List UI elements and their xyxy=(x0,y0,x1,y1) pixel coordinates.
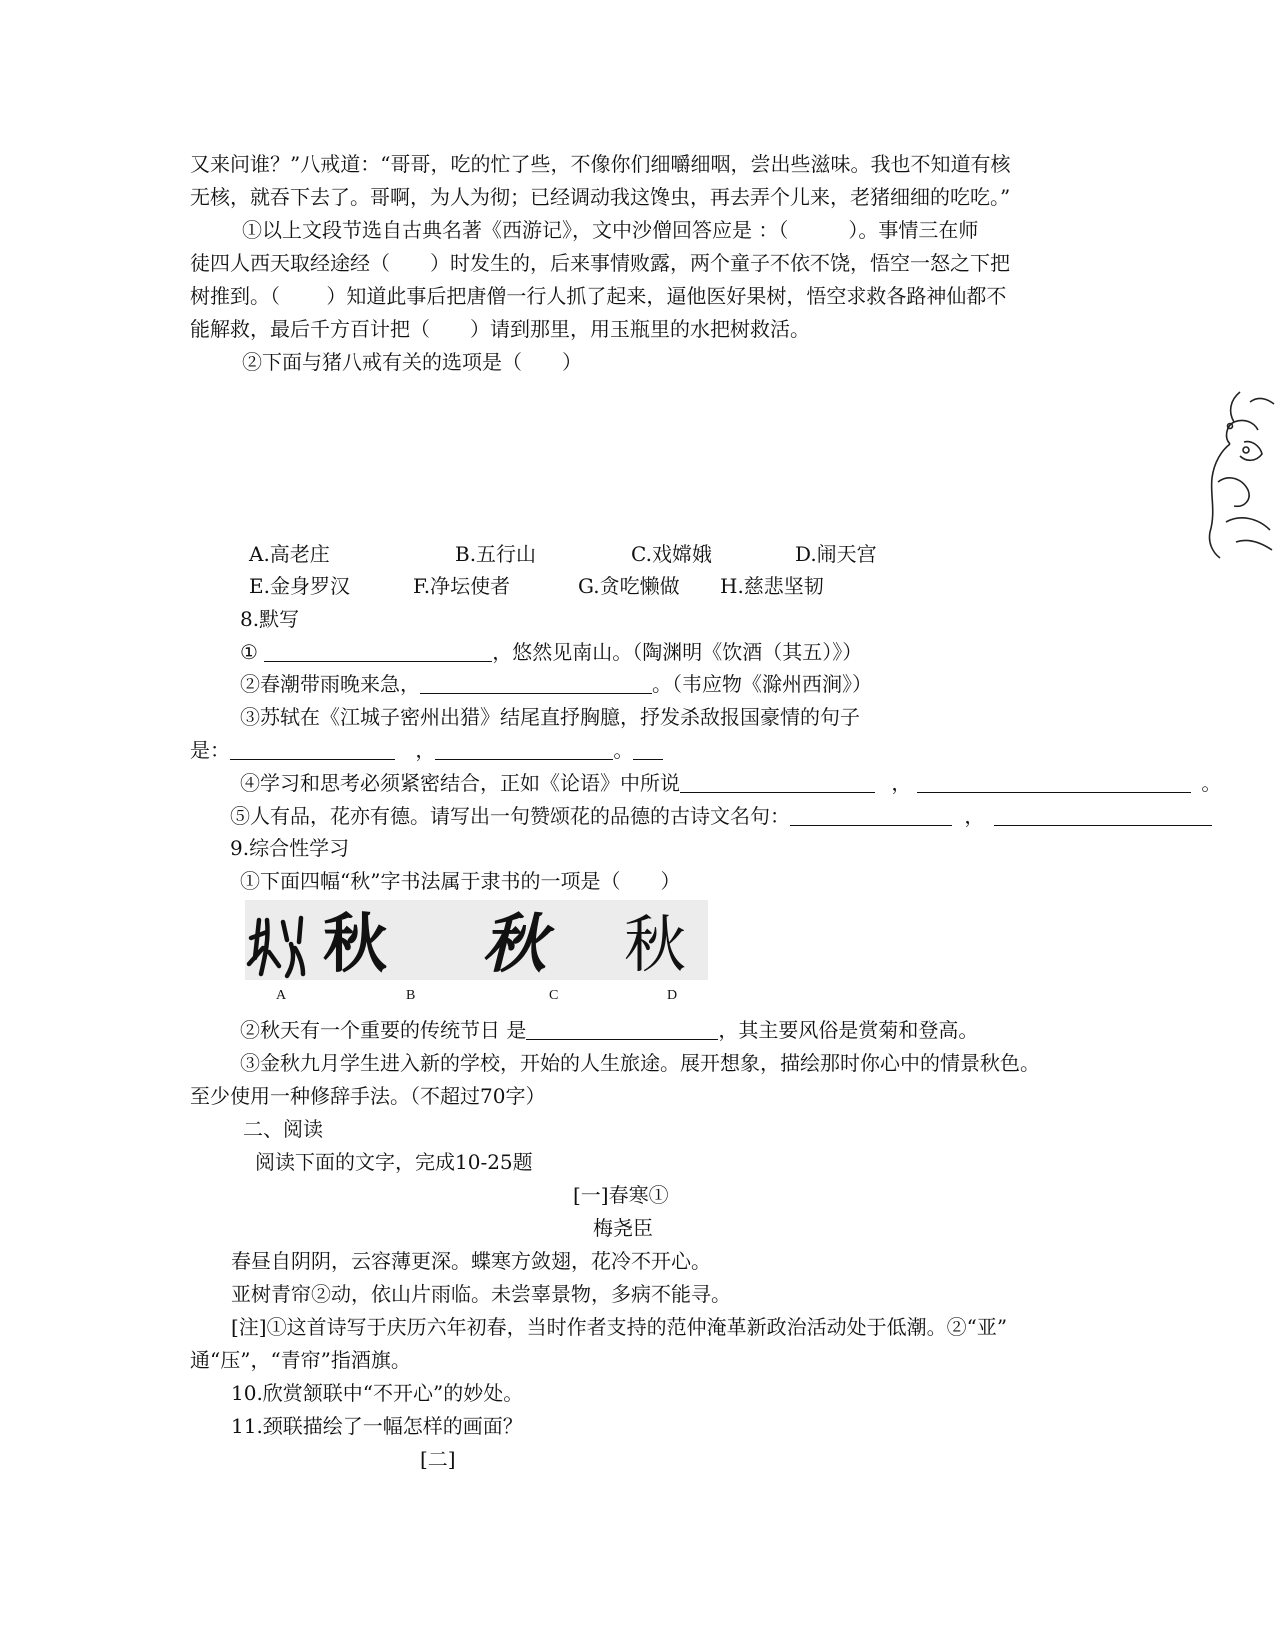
q9-item-3: ③金秋九月学生进入新的学校，开始的人生旅途。展开想象，描绘那时你心中的情景秋色。 xyxy=(240,1051,1040,1075)
q8-item-5-comma: ， xyxy=(964,804,985,828)
answer-blank[interactable] xyxy=(526,1021,718,1040)
poem-line: 亚树青帘②动，依山片雨临。未尝辜景物，多病不能寻。 xyxy=(231,1282,731,1306)
option-c: C.戏嫦娥 xyxy=(631,542,712,566)
option-g: G.贪吃懒做 xyxy=(578,574,680,598)
q8-item-2 xyxy=(240,672,872,696)
q9-item-2-text: ②秋天有一个重要的传统节日 是 xyxy=(240,1018,527,1042)
option-d: D.闹天宫 xyxy=(795,542,877,566)
q8-item-3: ③苏轼在《江城子密州出猎》结尾直抒胸臆，抒发杀敌报国豪情的句子 xyxy=(240,705,860,729)
passage-line: 又来问谁？”八戒道：“哥哥，吃的忙了些，不像你们细嚼细咽，尝出些滋味。我也不知道有核 xyxy=(190,152,1011,176)
poem-title: [一]春寒① xyxy=(573,1183,669,1207)
poem-line: 春昼自阴阴，云容薄更深。蝶寒方敛翅，花冷不开心。 xyxy=(231,1249,711,1273)
q7-paragraph-line: 徒四人西天取经途经（ ）时发生的，后来事情败露，两个童子不依不饶，悟空一怒之下把 xyxy=(190,251,1010,275)
answer-blank[interactable] xyxy=(420,675,652,694)
caption-b: B xyxy=(406,988,416,1003)
option-f: F.净坛使者 xyxy=(413,574,511,598)
q8-item-4 xyxy=(240,771,1221,795)
q7-subquestion: ②下面与猪八戒有关的选项是（ ） xyxy=(242,350,582,374)
poem-author: 梅尧臣 xyxy=(593,1216,653,1240)
answer-blank[interactable] xyxy=(633,741,663,760)
q9-item-2 xyxy=(240,1018,978,1042)
q7-paragraph-line: 能解救，最后千方百计把（ ）请到那里，用玉瓶里的水把树救活。 xyxy=(190,317,810,341)
q9-item-3-line: 至少使用一种修辞手法。（不超过70字） xyxy=(190,1084,546,1108)
calligraphy-glyph-d: 秋 xyxy=(623,908,687,980)
q7-paragraph-line: ①以上文段节选自古典名著《西游记》，文中沙僧回答应是 ：（ ）。事情三在师 xyxy=(242,218,979,242)
reading-intro: 阅读下面的文字，完成10-25题 xyxy=(255,1150,533,1174)
answer-blank[interactable] xyxy=(435,741,613,760)
q8-item-1-prefix: ① xyxy=(240,640,258,664)
question-10: 10.欣赏颔联中“不开心”的妙处。 xyxy=(231,1381,524,1405)
q8-item-3-prefix: 是： xyxy=(190,738,230,762)
q8-item-4-end: 。 xyxy=(1201,771,1222,795)
caption-c: C xyxy=(549,988,559,1003)
q8-item-5-text: ⑤人有品，花亦有德。请写出一句赞颂花的品德的古诗文名句： xyxy=(230,804,790,828)
calligraphy-glyph-c: 秋 xyxy=(482,907,546,980)
poem-note: [注]①这首诗写于庆历六年初春，当时作者支持的范仲淹革新政治活动处于低潮。②“亚” xyxy=(231,1315,1008,1339)
poem-note-line: 通“压”，“青帘”指酒旗。 xyxy=(190,1348,411,1372)
q8-item-3-answer xyxy=(190,738,663,762)
question-11: 11.颈联描绘了一幅怎样的画面？ xyxy=(231,1414,523,1438)
answer-blank[interactable] xyxy=(680,774,875,793)
seal-script-glyph xyxy=(245,900,708,980)
q8-item-3-comma: ， xyxy=(415,738,436,762)
q8-item-4-comma: ， xyxy=(891,771,912,795)
option-e: E.金身罗汉 xyxy=(249,574,350,598)
answer-blank[interactable] xyxy=(264,643,492,662)
q8-item-5 xyxy=(230,804,1212,828)
q8-title: 8.默写 xyxy=(240,607,300,631)
option-a: A.高老庄 xyxy=(249,542,330,566)
answer-blank[interactable] xyxy=(994,807,1212,826)
passage-line: 无核，就吞下去了。哥啊，为人为彻；已经调动我这馋虫，再去弄个儿来，老猪细细的吃吃。” xyxy=(190,185,1011,209)
section-marker: [二] xyxy=(420,1447,456,1471)
calligraphy-glyph-b: 秋 xyxy=(323,908,387,980)
q9-item-2-tail: ，其主要风俗是赏菊和登高。 xyxy=(718,1018,979,1042)
option-b: B.五行山 xyxy=(455,542,537,566)
monk-illustration xyxy=(1200,382,1275,562)
calligraphy-image xyxy=(245,900,708,980)
answer-blank[interactable] xyxy=(230,741,395,760)
q8-item-1 xyxy=(240,640,862,664)
q9-title: 9.综合性学习 xyxy=(230,836,350,860)
q8-item-1-text: ，悠然见南山。（陶渊明《饮酒（其五）》） xyxy=(492,640,863,664)
q9-item-1: ①下面四幅“秋”字书法属于隶书的一项是（ ） xyxy=(240,869,681,893)
answer-blank[interactable] xyxy=(790,807,952,826)
caption-a: A xyxy=(276,988,287,1003)
q8-item-4-text: ④学习和思考必须紧密结合，正如《论语》中所说 xyxy=(240,771,680,795)
q8-item-2-tail: 。（韦应物《滁州西涧》） xyxy=(652,672,872,696)
q8-item-3-end: 。 xyxy=(613,738,634,762)
answer-blank[interactable] xyxy=(917,774,1191,793)
caption-d: D xyxy=(667,988,678,1003)
q7-paragraph-line: 树推到。（ ）知道此事后把唐僧一行人抓了起来，逼他医好果树，悟空求救各路神仙都不 xyxy=(190,284,1007,308)
q8-item-2-text: ②春潮带雨晚来急， xyxy=(240,672,420,696)
section-heading: 二、阅读 xyxy=(243,1117,323,1141)
option-h: H.慈悲坚韧 xyxy=(720,574,824,598)
